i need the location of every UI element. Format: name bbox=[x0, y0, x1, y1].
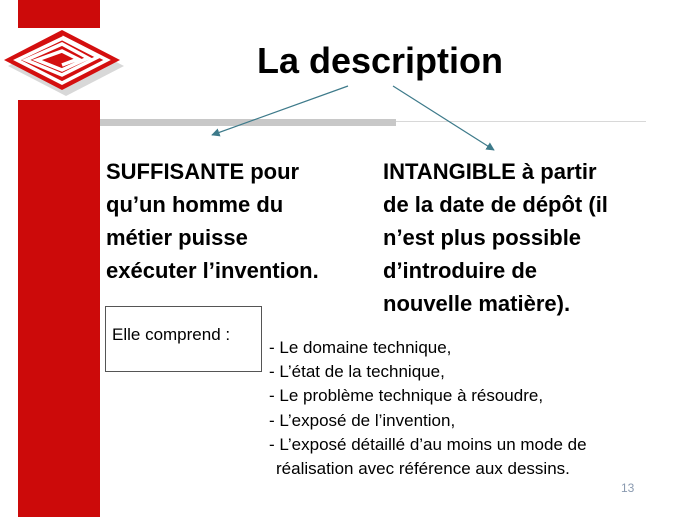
arrow-left bbox=[212, 86, 348, 135]
right-column-line: INTANGIBLE à partir bbox=[383, 159, 597, 184]
left-column-line: SUFFISANTE pour bbox=[106, 159, 300, 184]
right-column-line: n’est plus possible bbox=[383, 225, 582, 250]
right-column-line: de la date de dépôt (il bbox=[383, 192, 608, 217]
right-column bbox=[383, 155, 608, 320]
right-column-line: nouvelle matière). bbox=[383, 291, 571, 316]
left-column-line: exécuter l’invention. bbox=[106, 258, 319, 283]
right-column-line: d’introduire de bbox=[383, 258, 537, 283]
list-item: - Le domaine technique, bbox=[269, 338, 452, 357]
page-number: 13 bbox=[621, 481, 635, 495]
list-item: - L’exposé détaillé d’au moins un mode de bbox=[269, 434, 587, 454]
left-column-line: métier puisse bbox=[106, 225, 248, 250]
slide-title: La description bbox=[256, 40, 504, 81]
list-item: réalisation avec référence aux dessins. bbox=[276, 459, 570, 479]
list-item: - Le problème technique à résoudre, bbox=[269, 386, 544, 406]
box-label: Elle comprend : bbox=[112, 325, 231, 344]
left-column-line: qu’un homme du bbox=[106, 192, 284, 217]
content-box bbox=[105, 306, 262, 372]
left-column bbox=[106, 155, 319, 287]
arrow-right bbox=[393, 86, 494, 150]
list-item: - L’exposé de l’invention, bbox=[269, 410, 456, 430]
list-item: - L’état de la technique, bbox=[269, 362, 445, 382]
items-list bbox=[269, 336, 587, 481]
